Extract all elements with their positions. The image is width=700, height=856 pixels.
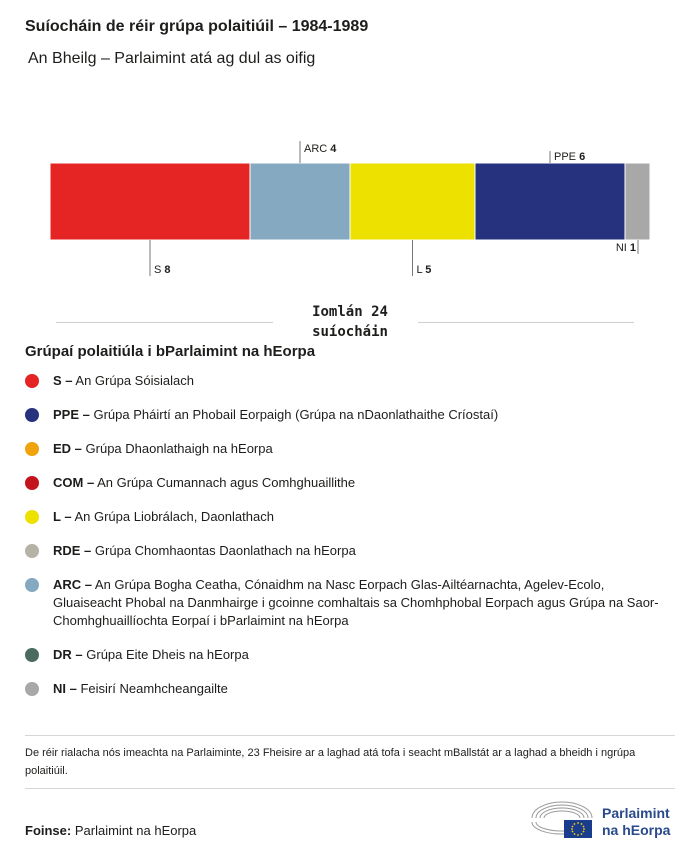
- legend-name: An Grúpa Sóisialach: [75, 373, 194, 388]
- legend-abbr: PPE –: [53, 407, 90, 422]
- stacked-bar-chart: [0, 130, 700, 290]
- total-divider-left: [56, 322, 273, 323]
- chart-subtitle: An Bheilg – Parlaimint atá ag dul as oifig: [28, 50, 316, 67]
- source-value: Parlaimint na hEorpa: [74, 823, 197, 838]
- total-divider-right: [418, 322, 634, 323]
- legend-swatch: [25, 682, 39, 696]
- bar-segment-ni: [625, 163, 650, 240]
- bar-label-l: L 5: [416, 264, 432, 276]
- legend-title: Grúpaí polaitiúla i bParlaimint na hEorpa: [25, 343, 316, 360]
- footnote: De réir rialacha nós imeachta na Parlaiminte, 23 Fheisire ar a laghad atá tofa i seacht mBallstát ar a laghad a bheidh i ngrúpa polaitiúil.: [25, 747, 636, 777]
- divider: [25, 788, 675, 789]
- legend-abbr: COM –: [53, 475, 95, 490]
- chart-title: Suíocháin de réir grúpa polaitiúil – 1984-1989: [25, 18, 369, 35]
- bar-label-arc: ARC 4: [304, 143, 337, 155]
- bar-label-s: S 8: [154, 264, 171, 276]
- total-label: Iomlán 24 suíocháin: [312, 304, 388, 340]
- legend-swatch: [25, 408, 39, 422]
- legend-name: An Grúpa Bogha Ceatha, Cónaidhm na Nasc Eorpach Glas-Ailtéarnachta, Agelev-Ecolo, Gluaiseacht Phobal na Danmhairge i gcoinne comhaltais sa Chomhphobal Eorpach agus Grúpa na Saor-Chomhghuaillíochta Eorpaí i bParlaimint na hEorpa: [53, 577, 659, 628]
- legend-name: Grúpa Eite Dheis na hEorpa: [86, 647, 249, 662]
- bar-segment-arc: [250, 163, 350, 240]
- legend-name: Grúpa Pháirtí an Phobail Eorpaigh (Grúpa na nDaonlathaithe Críostaí): [93, 407, 499, 422]
- legend-swatch: [25, 374, 39, 388]
- bar-segment-ppe: [475, 163, 625, 240]
- legend-swatch: [25, 544, 39, 558]
- logo-line-2: na hEorpa: [602, 822, 671, 838]
- legend-abbr: NI –: [53, 681, 77, 696]
- legend-name: Grúpa Chomhaontas Daonlathach na hEorpa: [94, 543, 356, 558]
- legend-swatch: [25, 510, 39, 524]
- legend-name: An Grúpa Liobrálach, Daonlathach: [74, 509, 274, 524]
- legend-name: An Grúpa Cumannach agus Comhghuaillithe: [97, 475, 356, 490]
- bar-segment-l: [350, 163, 475, 240]
- legend-abbr: L –: [53, 509, 72, 524]
- legend-swatch: [25, 476, 39, 490]
- logo-line-1: Parlaimint: [602, 805, 670, 821]
- bar-label-ni: NI 1: [615, 242, 636, 254]
- legend-abbr: RDE –: [53, 543, 92, 558]
- legend-swatch: [25, 578, 39, 592]
- legend-name: Grúpa Dhaonlathaigh na hEorpa: [85, 441, 273, 456]
- source-label: Foinse:: [25, 823, 72, 838]
- legend-swatch: [25, 648, 39, 662]
- legend-abbr: S –: [53, 373, 73, 388]
- bar-segment-s: [50, 163, 250, 240]
- source: [25, 823, 196, 838]
- legend-abbr: ARC –: [53, 577, 93, 592]
- legend-swatch: [25, 442, 39, 456]
- legend-abbr: ED –: [53, 441, 82, 456]
- legend-abbr: DR –: [53, 647, 83, 662]
- logo-text: [602, 805, 670, 839]
- divider: [25, 735, 675, 736]
- legend-name: Feisirí Neamhcheangailte: [80, 681, 228, 696]
- bar-label-ppe: PPE 6: [554, 151, 586, 163]
